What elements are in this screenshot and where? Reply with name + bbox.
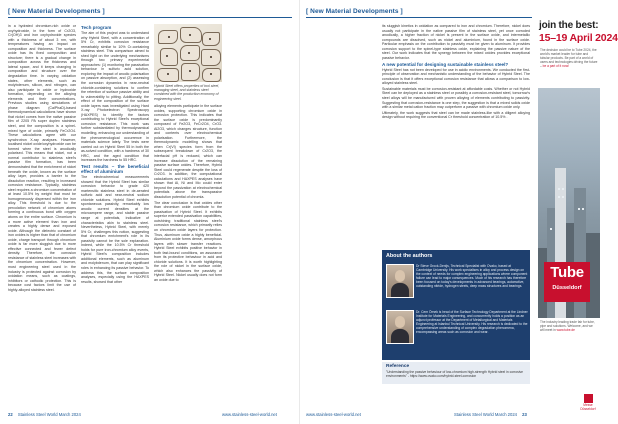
right-header-rule (306, 17, 532, 18)
author-photo-1 (386, 264, 414, 298)
page-number: 23 (522, 412, 527, 417)
author-photo-2 (386, 310, 414, 344)
paragraph: Sustainable materials must be corrosion-resistant at affordable costs. Whether or not Hybrid Steel can be deployed as a stainless steel or possibly a corrosion-resistant steel, tomorrow's steel alloys will be manufactured with proven alloying of elements contributing to passivity. Suggesting that corrosion-resistance is one step, the suggestion is that a mixed solids oxide with a similar metal cation fraction may outperform a passive with chromium oxide only. (382, 86, 530, 110)
ad-date: 15–19 April 2024 (539, 32, 618, 44)
messe-logo-text: Messe Düsseldorf (580, 403, 596, 411)
ad-copy: The decision could be to Tube 2024, the world's market leader for tube and tubular products. Be part of a world of users and technologies driving the future – be a part of it now! (540, 48, 598, 68)
author-bio-2: Dr. Cem Örnek is head of the Surface Technology Department at the Lindner Institute for Materials Engineering, and concurrently holds a position as an adjunct professor at the Department of Metallurgical and Materials Engineering at Istanbul Technical University. His research is dedicated to the comprehensive understanding of complex degradation phenomena, encompassing areas such as corrosion and wear. (416, 310, 528, 335)
magazine-issue: Stainless Steel World March 2024 (454, 412, 517, 417)
left-section-tag: [ New Material Developments ] (8, 8, 105, 15)
figure-caption: Hybrid Steel offers properties of tool steel, managing steel, and stainless steel combined with the production economy of engineering steel. (154, 84, 220, 101)
paragraph: The aim of this project was to understand why Hybrid Steel, with a concentration of 5% Cr, exhibits corrosion resistance remarkably similar to 10% Cr-containing stainless steel. This comparison aimed to shed light on the underlying mechanisms through two primary experimental approaches: (1) monitoring the passivation behaviour in sulfuric acid solution, exploring the impact of anodic polarisation on passive absorption, and (2) assessing the corrosion dynamics in near-neutral chloride-containing solutions to confirm the retention of surface passive ability and to vulnerability to pitting. Additionally, the effect of the composition of the surface oxide layers was investigated using Hard X-ray Photoelectron Spectroscopy (HAXPES) to identify the factors contributing to Hybrid Steel's exceptional corrosion resistance. This work was further substantiated by thermodynamical modelling, enhancing our understanding of the phenomenological occurrence in materials science lately. The tests were carried out on Hybrid Steel 55 in both the as-solved condition, with a hardness of 30 HRC, and the aged condition that increases the hardness to 55 HRC. (81, 31, 149, 163)
left-footer (8, 412, 81, 417)
right-footer-url[interactable]: www.stainless-steel-world.net (306, 412, 361, 417)
hybrid-steel-micrograph (154, 24, 222, 82)
reference-text[interactable]: "Understanding the passive behaviour of low-chromium high-strength Hybrid steel in corrosive environments" - https://www.ovako.com/hybrid-steel-corrosion (386, 370, 523, 378)
paragraph: Hybrid Steel has not been developed for use in acidic environments. We conducted the first-principle of observation and mechanistic understanding of the behavior of Hybrid Steel. The conclusion is that it offers exceptional corrosion resistance that allows a comparison to low-alloyed stainless steel. (382, 67, 530, 86)
paragraph: in a hydrated chromium-rich oxide or oxyhydroxide, in the form of Cr2O3, Cr(OH)3 and iron oxyhydroxide species with a thickness of about 3 nm, with temperatures having an impact on composition and thickness. The surface oxide has its fixed composition and structure; there is a gradual change in composition across the thickness and lateral space, and it keeps changing in composition and structure over the degradation time. In varying oxidation states, other elements, such as molybdenum, silicon, and nitrogen, can also participate in oxide or hydroxide formation, depending on the alloying elements and their concentrations. Previous studies using simulations of phase diagram (CalPhaD)-based thermodynamical calculations have shown that nickel comes from the native passive film of 2205 PA super duplex stainless steel, and the composition is a spinel-mixed type of oxide, primarily FeCr2O4. These calculations agree with our synchrotron X-ray analyses. However, localised nickel oxide/oxyhydroxide can be formed when the steel is anodically polarised. This means that nickel, not a normal contributor to stainless steel's passive film formation, has been demonstrated that the enrichment of nickel beneath the oxide, known as the surface alloy layer, provides a barrier to the dissolution reaction, resulting in increased corrosion resistance. Typically, stainless steel requires a chromium concentration of at least 10.5% by weight that must be homogeneously dispersed within the iron alloy. This threshold is due to the percolation network of chromium atoms forming a continuous bond with oxygen atoms on the entire surface. Chromium is a more active element than iron and creates a highly dense and exposed oxide. Although the dielectric constant of iron oxides is higher than that of chromium oxide, charge transport through chromium oxide is far more sluggish due to more effective connected and fewer defect density. Therefore, the corrosion resistance of stainless steel increases with the chromium concentration. However, most engineering steel used in the industry is protected against corrosion by oxidation means, such as coatings, inhibitors or cathodic protection. This is because cost factors limit the use of highly-alloyed stainless steel. (8, 24, 76, 292)
left-column-1 (8, 24, 76, 408)
right-column-1 (306, 24, 378, 408)
left-header-rule (8, 17, 292, 18)
magazine-issue: Stainless Steel World March 2024 (17, 412, 81, 417)
right-footer (454, 412, 527, 417)
tube-logo-text: Tube (550, 264, 584, 281)
left-column-4 (227, 24, 295, 408)
ad-note: The industry leading trade fair for tube, pipe and solutions. Welcome, and we will meet in www.tube.de (540, 320, 595, 332)
paragraph: The electrochemical measurements showed that the Hybrid Steel has similar corrosion behavior to grade 420 martensitic stainless steel in de-aerated sulfuric acid and near-neutral sodium chloride solutions. Hybrid Steel exhibits spontaneous passivity, remarkably low anodic current densities at the microampere range, and stable passive range at potentials, indicative of characteristics akin to stainless steel. Nevertheless, Hybrid Steel, with merely 5% Cr, challenges this notion, suggesting that chromium enrichment's role in its passivity cannot be the sole explanation. Indeed, while the 10.5% Cr threshold holds for pure iron-chromium alloy events, Hybrid Steel's composition includes additional elements, such as aluminum and molybdenum, that can play significant roles in enhancing its passive behavior. To address this, the surface composition analyses, especially using the HAXPES results, showed that other (81, 175, 149, 284)
about-authors-title: About the authors (386, 253, 433, 259)
left-column-3 (154, 104, 222, 408)
right-section-tag: [ New Material Developments ] (306, 8, 403, 15)
author-bio-1: Dr Steve Grock-Denijs, Technical Specialist with Ovako, based at Cambridge University. His work specialises in alloy and process design on the context of needs for complex engineering applications where component failure can lead to major consequences. Much of his research has therefore been focused on today's developments in advanced bearings, automotive, outstanding nitride, hydrogen steels, deep mass structures and bearings. (416, 264, 528, 289)
left-column-2 (81, 24, 149, 408)
heading-sustainable-design: A new potential for designing sustainable stainless steel? (382, 61, 509, 67)
paragraph: The clear conclusion is that oxides other than chromium oxide contribute to the passivation of Hybrid Steel. It exhibits superior extended passivation capabilities, outshining traditional stainless steel's corrosion resistance, which primarily relies on chromium oxide layers for protection. Thus, aluminum oxide a highly beneficial. Aluminium oxide forms dense, amorphous layers with slower transfer reactions. Hybrid Steel exhibits positive behavior in both fast-bound conditions, an assurance from its protective behaviour in acid and chloride solutions. It is worth highlighting the role of nickel in the surface oxide, which also enhances the passivity of Hybrid Steel. Nickel usually does not form an oxide due to (154, 200, 222, 282)
reference-title: Reference (386, 364, 410, 369)
ad-headline: join the best: (539, 20, 599, 31)
paragraph: alloying elements participate in the surface oxides, supporting chromium oxide in corrosion protection. This indicates that the surface oxide is predominantly composed of Fe2O3, FeCr2O4, CrO3. Al2O3, which changes structure, function and contents over electrochemical polarisation. Furthermore, the thermodynamic modelling shows that when Cr(VI) species form from the subsequent breakdown of Cr2O3, the interfacial pH is reduced, which can increase dissolution of the remaining passive surface oxides. Therefore, Hybrid Steel could regenerate despite the loss of Cr2O3. In addition, the computational calculations and HAXPES analyses have shown that Al, Ni and Mo could enter beyond the passivation at electrochemical potentials above the transpassive dissolution potential of chromia. (154, 104, 222, 199)
right-column-2 (382, 24, 530, 248)
paragraph: Ultimately, the work suggests that steel can be made stainless-like with a diligent alloying design without requiring the conventional Cr threshold concentration of 10.5% . (382, 110, 530, 120)
paragraph: its sluggish kinetics in oxidation as compared to iron and chromium. Therefore, nickel does usually not participate in the native passive film of stainless steel, yet once corroded anodically, a higher fraction of nickel is present in the surface oxide, and intermetallic compounds are dissolved, such as nickel and aluminium, found in the surface oxide. Particular emphasis on the contribution to passivity must be given to aluminum. It provides corrosion support to the spinel-type stainless oxide, explaining the passive nature of the steel. Our work indicates that the synergy between the mixed oxides provides exceptional passive behavior. (382, 24, 530, 60)
page-number: 22 (8, 412, 13, 417)
heading-tech-program: Tech program (81, 25, 112, 30)
tube-logo-city: Düsseldorf (552, 285, 582, 291)
messe-logo-icon (584, 394, 593, 403)
left-footer-url[interactable]: www.stainless-steel-world.net (222, 412, 277, 417)
heading-test-results: Test results – the beneficial effect of aluminium (81, 164, 149, 175)
